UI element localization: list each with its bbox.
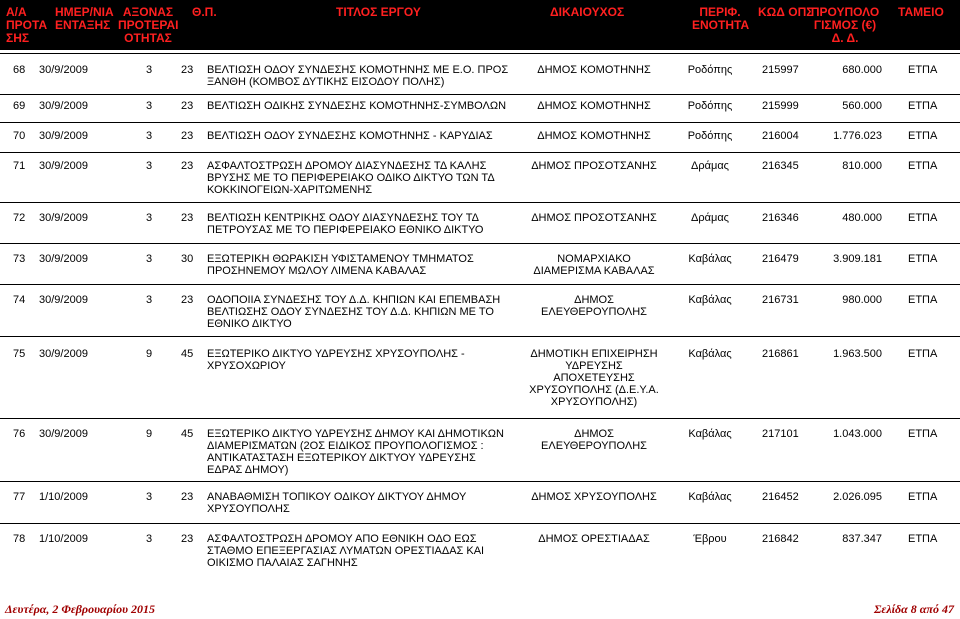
row-budget: 1.043.000 [833,428,882,440]
row-beneficiary [510,130,678,142]
row-beneficiary [510,348,678,408]
row-number: 76 [13,428,26,440]
header-title: ΤΙΤΛΟΣ ΕΡΓΟΥ [336,5,421,19]
row-number: 74 [13,294,26,306]
row-date: 30/9/2009 [39,130,88,142]
row-title [207,212,483,236]
row-date: 30/9/2009 [39,212,88,224]
row-region: Ροδόπης [687,130,733,142]
row-theme: 23 [181,130,194,142]
row-code: 215999 [762,100,799,112]
row-code: 216479 [762,253,799,265]
row-beneficiary-line: ΔΗΜΟΣ ΧΡΥΣΟΥΠΟΛΗΣ [531,491,657,503]
row-fund: ΕΤΠΑ [908,100,938,112]
header-beneficiary: ΔΙΚΑΙΟΥΧΟΣ [550,5,625,19]
row-theme: 45 [181,348,194,360]
row-budget: 560.000 [842,100,882,112]
row-beneficiary [510,160,678,172]
row-fund: ΕΤΠΑ [908,294,938,306]
row-code: 216004 [762,130,799,142]
row-beneficiary [510,64,678,76]
row-region: Ροδόπης [687,64,733,76]
row-axis: 3 [146,64,153,76]
row-title-line: ΕΞΩΤΕΡΙΚΗ ΘΩΡΑΚΙΣΗ ΥΦΙΣΤΑΜΕΝΟΥ ΤΜΗΜΑΤΟΣ [207,253,474,265]
row-code: 216345 [762,160,799,172]
row-budget: 3.909.181 [833,253,882,265]
row-date: 1/10/2009 [39,491,88,503]
row-title-line: ΚΟΚΚΙΝΟΓΕΙΩΝ-ΧΑΡΙΤΩΜΕΝΗΣ [207,184,373,196]
row-title [207,428,504,476]
row-beneficiary-line: ΔΗΜΟΣ ΠΡΟΣΟΤΣΑΝΗΣ [531,160,657,172]
row-code: 216731 [762,294,799,306]
footer-date: Δευτέρα, 2 Φεβρουαρίου 2015 [5,602,156,616]
row-title [207,491,466,515]
row-theme: 23 [181,491,194,503]
row-title-line: ΑΝΑΒΑΘΜΙΣΗ ΤΟΠΙΚΟΥ ΟΔΙΚΟΥ ΔΙΚΤΥΟΥ ΔΗΜΟΥ [207,491,467,503]
row-title [207,348,465,372]
row-budget: 837.347 [842,533,882,545]
row-fund: ΕΤΠΑ [908,160,938,172]
row-budget: 680.000 [842,64,882,76]
row-axis: 3 [146,491,153,503]
row-title-line: ΧΡΥΣΟΥΠΟΛΗΣ [207,503,290,515]
row-number: 78 [13,533,26,545]
row-beneficiary [510,491,678,503]
row-beneficiary-line: ΔΙΑΜΕΡΙΣΜΑ ΚΑΒΑΛΑΣ [533,265,655,277]
row-title-line: ΠΡΟΣΗΝΕΜΟΥ ΜΩΛΟΥ ΛΙΜΕΝΑ ΚΑΒΑΛΑΣ [207,265,427,277]
row-date: 30/9/2009 [39,253,88,265]
row-fund: ΕΤΠΑ [908,130,938,142]
row-beneficiary-line: ΔΗΜΟΣ ΚΟΜΟΤΗΝΗΣ [537,64,651,76]
row-title [207,100,506,112]
row-date: 30/9/2009 [39,64,88,76]
row-beneficiary [510,294,678,318]
header-num: Α/Α ΠΡΟΤΑ ΣΗΣ [6,5,48,45]
row-axis: 3 [146,212,153,224]
table-header [0,0,960,50]
row-beneficiary-line: ΝΟΜΑΡΧΙΑΚΟ [557,253,631,265]
header-region: ΠΕΡΙΦ. ΕΝΟΤΗΤΑ [692,5,750,32]
row-title-line: ΒΡΥΣΗΣ ΜΕ ΤΟ ΠΕΡΙΦΕΡΕΙΑΚΟ ΟΔΙΚΟ ΔΙΚΤΥΟ ΤΩΝ ΤΔ [207,172,495,184]
row-region: Καβάλας [688,294,732,306]
row-beneficiary-line: ΧΡΥΣΟΥΠΟΛΗΣ) [550,396,638,408]
row-title-line: ΒΕΛΤΙΩΣΗ ΟΔΙΚΗΣ ΣΥΝΔΕΣΗΣ ΚΟΜΟΤΗΝΗΣ-ΣΥΜΒΟΛΩΝ [207,100,507,112]
row-title [207,294,500,330]
row-budget: 810.000 [842,160,882,172]
row-divider [0,243,960,244]
row-beneficiary [510,100,678,112]
row-title-line: ΕΘΝΙΚΟ ΔΙΚΤΥΟ [207,318,292,330]
row-title-line: ΞΑΝΘΗ (ΚΟΜΒΟΣ ΔΥΤΙΚΗΣ ΕΙΣΟΔΟΥ ΠΟΛΗΣ) [207,76,445,88]
row-beneficiary-line: ΔΗΜΟΣ ΚΟΜΟΤΗΝΗΣ [537,100,651,112]
row-date: 30/9/2009 [39,294,88,306]
row-title [207,533,484,569]
row-number: 77 [13,491,26,503]
row-title-line: ΕΔΡΑΣ ΔΗΜΟΥ) [207,464,289,476]
row-beneficiary-line: ΔΗΜΟΣ [574,294,614,306]
row-title-line: ΧΡΥΣΟΧΩΡΙΟΥ [207,360,286,372]
row-divider [0,284,960,285]
row-number: 69 [13,100,26,112]
row-beneficiary-line: ΕΛΕΥΘΕΡΟΥΠΟΛΗΣ [541,306,647,318]
header-axis: ΑΞΟΝΑΣ ΠΡΟΤΕΡΑΙ ΟΤΗΤΑΣ [118,5,179,45]
header-divider [0,53,960,54]
row-code: 216842 [762,533,799,545]
row-budget: 2.026.095 [833,491,882,503]
header-theme: Θ.Π. [192,5,217,19]
row-theme: 23 [181,533,194,545]
row-code: 216452 [762,491,799,503]
row-beneficiary-line: ΧΡΥΣΟΥΠΟΛΗΣ (Δ.Ε.Υ.Α. [529,384,659,396]
row-title-line: ΒΕΛΤΙΩΣΗΣ ΟΔΟΥ ΣΥΝΔΕΣΗΣ ΤΟΥ Δ.Δ. ΚΗΠΙΩΝ ΜΕ ΤΟ [207,306,494,318]
row-region: Έβρου [693,533,727,545]
row-axis: 3 [146,533,153,545]
row-theme: 23 [181,160,194,172]
row-number: 73 [13,253,26,265]
row-title-line: ΑΝΤΙΚΑΤΑΣΤΑΣΗ ΕΞΩΤΕΡΙΚΟΥ ΔΙΚΤΥΟΥ ΥΔΡΕΥΣΗΣ [207,452,476,464]
row-beneficiary-line: ΕΛΕΥΘΕΡΟΥΠΟΛΗΣ [541,440,647,452]
row-beneficiary [510,212,678,224]
row-title-line: ΕΞΩΤΕΡΙΚΟ ΔΙΚΤΥΟ ΥΔΡΕΥΣΗΣ ΧΡΥΣΟΥΠΟΛΗΣ - [207,348,465,360]
row-divider [0,152,960,153]
row-axis: 3 [146,130,153,142]
row-divider [0,94,960,95]
row-code: 215997 [762,64,799,76]
row-beneficiary-line: ΥΔΡΕΥΣΗΣ [565,360,623,372]
row-title-line: ΕΞΩΤΕΡΙΚΟ ΔΙΚΤΥΟ ΥΔΡΕΥΣΗΣ ΔΗΜΟΥ ΚΑΙ ΔΗΜΟΤΙΚΩΝ [207,428,504,440]
row-beneficiary-line: ΔΗΜΟΣ ΠΡΟΣΟΤΣΑΝΗΣ [531,212,657,224]
row-beneficiary-line: ΔΗΜΟΣ ΚΟΜΟΤΗΝΗΣ [537,130,651,142]
row-theme: 45 [181,428,194,440]
header-code: ΚΩΔ ΟΠΣ [758,5,814,19]
row-code: 216346 [762,212,799,224]
row-title-line: ΣΤΑΘΜΟ ΕΠΕΞΕΡΓΑΣΙΑΣ ΛΥΜΑΤΩΝ ΟΡΕΣΤΙΑΔΑΣ ΚΑΙ [207,545,485,557]
row-number: 68 [13,64,26,76]
row-region: Δράμας [691,160,729,172]
row-axis: 3 [146,160,153,172]
row-beneficiary [510,428,678,452]
row-axis: 9 [146,428,153,440]
row-region: Ροδόπης [687,100,733,112]
row-title-line: ΒΕΛΤΙΩΣΗ ΟΔΟΥ ΣΥΝΔΕΣΗΣ ΚΟΜΟΤΗΝΗΣ - ΚΑΡΥΔΙΑΣ [207,130,493,142]
row-code: 217101 [762,428,799,440]
row-divider [0,523,960,524]
row-divider [0,418,960,419]
row-title-line: ΒΕΛΤΙΩΣΗ ΚΕΝΤΡΙΚΗΣ ΟΔΟΥ ΔΙΑΣΥΝΔΕΣΗΣ ΤΟΥ ΤΔ [207,212,479,224]
row-budget: 480.000 [842,212,882,224]
row-theme: 23 [181,100,194,112]
row-beneficiary-line: ΔΗΜΟΣ ΟΡΕΣΤΙΑΔΑΣ [538,533,650,545]
row-fund: ΕΤΠΑ [908,64,938,76]
row-beneficiary-line: ΔΗΜΟΤΙΚΗ ΕΠΙΧΕΙΡΗΣΗ [530,348,658,360]
row-title-line: ΑΣΦΑΛΤΟΣΤΡΩΣΗ ΔΡΟΜΟΥ ΑΠΟ ΕΘΝΙΚΗ ΟΔΟ ΕΩΣ [207,533,477,545]
row-fund: ΕΤΠΑ [908,212,938,224]
row-fund: ΕΤΠΑ [908,491,938,503]
header-budget: ΠΡΟΥΠΟΛΟ ΓΙΣΜΟΣ (€) Δ. Δ. [810,5,880,45]
row-region: Καβάλας [688,348,732,360]
row-region: Δράμας [691,212,729,224]
row-beneficiary-line: ΔΗΜΟΣ [574,428,614,440]
row-date: 30/9/2009 [39,100,88,112]
row-axis: 9 [146,348,153,360]
row-region: Καβάλας [688,428,732,440]
row-number: 75 [13,348,26,360]
row-title-line: ΒΕΛΤΙΩΣΗ ΟΔΟΥ ΣΥΝΔΕΣΗΣ ΚΟΜΟΤΗΝΗΣ ΜΕ Ε.Ο. ΠΡΟΣ [207,64,509,76]
row-axis: 3 [146,294,153,306]
row-theme: 23 [181,294,194,306]
row-axis: 3 [146,253,153,265]
row-date: 30/9/2009 [39,160,88,172]
row-fund: ΕΤΠΑ [908,253,938,265]
row-divider [0,122,960,123]
row-divider [0,202,960,203]
row-budget: 1.963.500 [833,348,882,360]
header-fund: ΤΑΜΕΙΟ [898,5,944,19]
row-title-line: ΟΔΟΠΟΙΙΑ ΣΥΝΔΕΣΗΣ ΤΟΥ Δ.Δ. ΚΗΠΙΩΝ ΚΑΙ ΕΠΕΜΒΑΣΗ [207,294,501,306]
row-title-line: ΔΙΑΜΕΡΙΣΜΑΤΩΝ (2ΟΣ ΕΙΔΙΚΟΣ ΠΡΟΥΠΟΛΟΓΙΣΜΟΣ : [207,440,484,452]
row-divider [0,481,960,482]
header-date: ΗΜΕΡ/ΝΙΑ ΕΝΤΑΞΗΣ [55,5,114,32]
row-fund: ΕΤΠΑ [908,348,938,360]
row-title [207,130,493,142]
row-title [207,64,508,88]
row-theme: 30 [181,253,194,265]
row-date: 30/9/2009 [39,348,88,360]
row-theme: 23 [181,212,194,224]
row-date: 1/10/2009 [39,533,88,545]
row-region: Καβάλας [688,491,732,503]
row-theme: 23 [181,64,194,76]
row-title-line: ΠΕΤΡΟΥΣΑΣ ΜΕ ΤΟ ΠΕΡΙΦΕΡΕΙΑΚΟ ΕΘΝΙΚΟ ΔΙΚΤΥΟ [207,224,484,236]
row-date: 30/9/2009 [39,428,88,440]
row-budget: 980.000 [842,294,882,306]
row-beneficiary-line: ΑΠΟΧΕΤΕΥΣΗΣ [553,372,635,384]
row-region: Καβάλας [688,253,732,265]
footer-page-number: Σελίδα 8 από 47 [874,602,954,616]
row-code: 216861 [762,348,799,360]
row-number: 71 [13,160,26,172]
row-number: 72 [13,212,26,224]
row-budget: 1.776.023 [833,130,882,142]
row-title-line: ΑΣΦΑΛΤΟΣΤΡΩΣΗ ΔΡΟΜΟΥ ΔΙΑΣΥΝΔΕΣΗΣ ΤΔ ΚΑΛΗΣ [207,160,487,172]
row-number: 70 [13,130,26,142]
row-fund: ΕΤΠΑ [908,428,938,440]
row-title [207,160,495,196]
row-beneficiary [510,253,678,277]
row-title [207,253,474,277]
row-divider [0,336,960,337]
row-beneficiary [510,533,678,545]
row-fund: ΕΤΠΑ [908,533,938,545]
row-title-line: ΟΙΚΙΣΜΟ ΠΑΛΑΙΑΣ ΣΑΓΗΝΗΣ [207,557,358,569]
row-axis: 3 [146,100,153,112]
